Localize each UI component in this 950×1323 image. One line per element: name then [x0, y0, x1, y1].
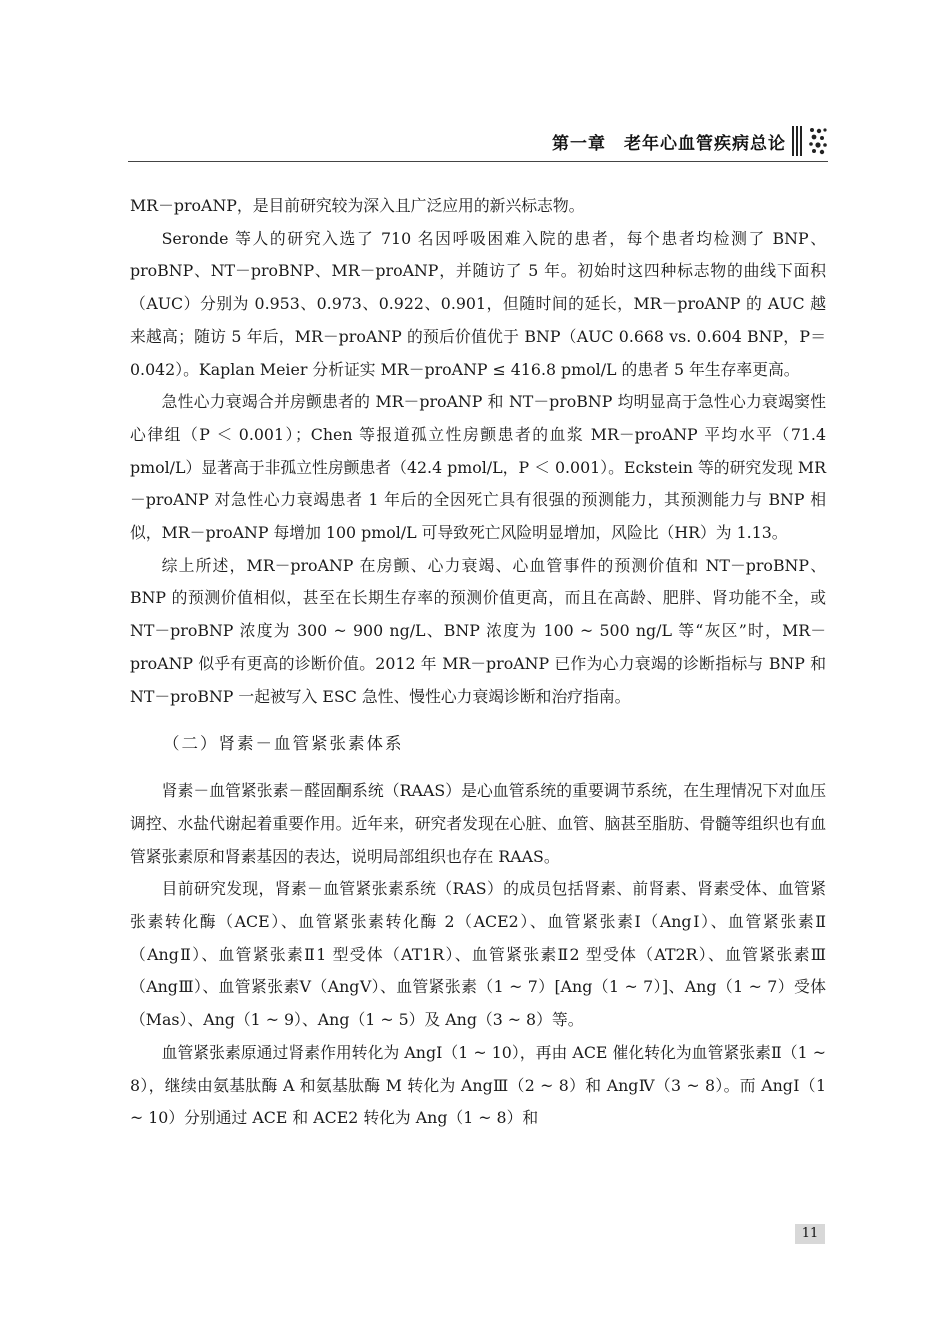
- paragraph: 综上所述，MR－proANP 在房颤、心力衰竭、心血管事件的预测价值和 NT－proBNP、BNP 的预测价值相似，甚至在长期生存率的预测价值更高，而且在高龄、肥胖、肾功能不全，或 NT－proBNP 浓度为 300 ~ 900 ng/L、BNP 浓度为 100 ~ 500 ng/L 等“灰区”时，MR－proANP 似乎有更高的诊断价值。2012 年 MR－proANP 已作为心力衰竭的诊断指标与 BNP 和 NT－proBNP 一起被写入 ESC 急性、慢性心力衰竭诊断和治疗指南。: [130, 555, 826, 706]
- running-header: [552, 126, 828, 156]
- paragraph: 肾素－血管紧张素－醛固酮系统（RAAS）是心血管系统的重要调节系统，在生理情况下对血压调控、水盐代谢起着重要作用。近年来，研究者发现在心脏、血管、脑甚至脂肪、骨髓等组织也有血管紧张素原和肾素基因的表达，说明局部组织也存在 RAAS。: [130, 781, 826, 866]
- chapter-title: 老年心血管疾病总论: [624, 133, 786, 154]
- header-rule: [128, 161, 828, 162]
- paragraph: 血管紧张素原通过肾素作用转化为 AngⅠ（1 ~ 10），再由 ACE 催化转化为血管紧张素Ⅱ（1 ~ 8），继续由氨基肽酶 A 和氨基肽酶 M 转化为 AngⅢ（2 ~ 8）和 AngⅣ（3 ~ 8）。而 AngⅠ（1 ~ 10）分别通过 ACE 和 ACE2 转化为 Ang（1 ~ 8）和: [130, 1042, 826, 1128]
- decorative-bars-icon: [792, 126, 802, 156]
- paragraph: MR－proANP，是目前研究较为深入且广泛应用的新兴标志物。: [130, 196, 585, 215]
- main-text: [130, 190, 826, 1135]
- paragraph: 急性心力衰竭合并房颤患者的 MR－proANP 和 NT－proBNP 均明显高于急性心力衰竭窦性心律组（P ＜ 0.001）；Chen 等报道孤立性房颤患者的血浆 MR－proANP 平均水平（71.4 pmol/L）显著高于非孤立性房颤患者（42.4 pmol/L，P ＜ 0.001）。Eckstein 等的研究发现 MR－proANP 对急性心力衰竭患者 1 年后的全因死亡具有很强的预测能力，其预测能力与 BNP 相似，MR－proANP 每增加 100 pmol/L 可导致死亡风险明显增加，风险比（HR）为 1.13。: [130, 392, 826, 543]
- paragraph: 目前研究发现，肾素－血管紧张素系统（RAS）的成员包括肾素、前肾素、肾素受体、血管紧张素转化酶（ACE）、血管紧张素转化酶 2（ACE2）、血管紧张素Ⅰ（AngⅠ）、血管紧张素Ⅱ（AngⅡ）、血管紧张素Ⅱ1 型受体（AT1R）、血管紧张素Ⅱ2 型受体（AT2R）、血管紧张素Ⅲ（AngⅢ）、血管紧张素Ⅴ（AngⅤ）、血管紧张素（1 ~ 7）[Ang（1 ~ 7）]、Ang（1 ~ 7）受体（Mas）、Ang（1 ~ 9）、Ang（1 ~ 5）及 Ang（3 ~ 8）等。: [130, 879, 826, 1030]
- paragraph: Seronde 等人的研究入选了 710 名因呼吸困难入院的患者，每个患者均检测了 BNP、proBNP、NT－proBNP、MR－proANP，并随访了 5 年。初始时这四种标志物的曲线下面积（AUC）分别为 0.953、0.973、0.922、0.901，但随时间的延长，MR－proANP 的 AUC 越来越高；随访 5 年后，MR－proANP 的预后价值优于 BNP（AUC 0.668 vs. 0.604 BNP，P＝0.042）。Kaplan Meier 分析证实 MR－proANP ≤ 416.8 pmol/L 的患者 5 年生存率更高。: [130, 228, 826, 379]
- chapter-heading: [552, 129, 786, 154]
- chapter-number: 第一章: [552, 133, 606, 154]
- section-heading: （二）肾素－血管紧张素体系: [163, 734, 404, 754]
- decorative-dots-icon: [808, 126, 828, 156]
- page-number: 11: [795, 1224, 825, 1244]
